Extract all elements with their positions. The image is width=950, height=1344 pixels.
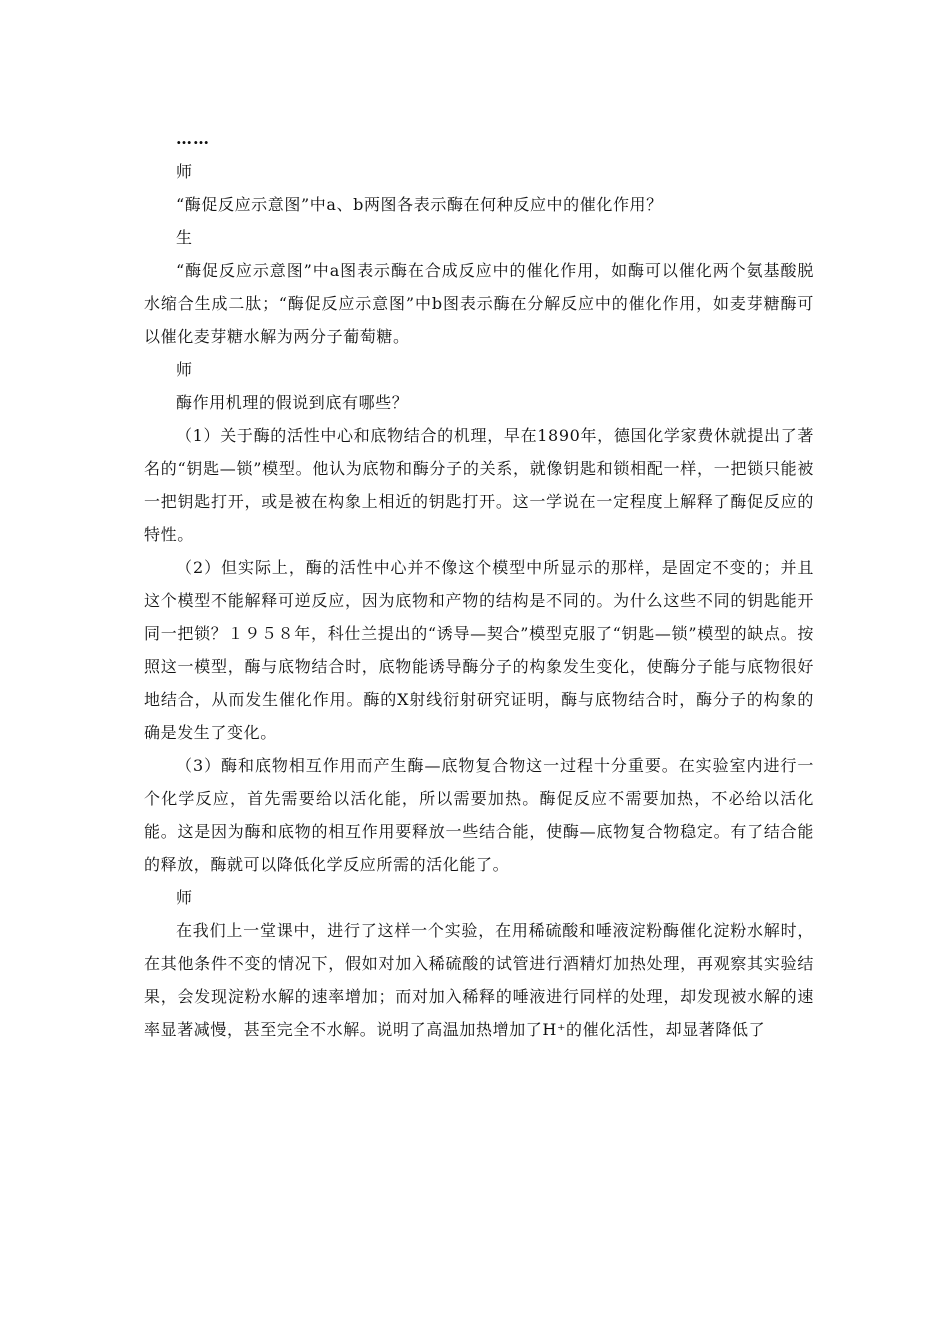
ellipsis-line: …… xyxy=(176,129,210,148)
speaker-teacher: 师 xyxy=(176,360,193,379)
answer-paragraph: “酶促反应示意图”中a图表示酶在合成反应中的催化作用，如酶可以催化两个氨基酸脱水缩合生成二肽；“酶促反应示意图”中b图表示酶在分解反应中的催化作用，如麦芽糖酶可以催化麦芽糖水解为两分子葡萄糖。 xyxy=(144,261,814,346)
speaker-teacher: 师 xyxy=(176,888,193,907)
hypothesis-paragraph-2: （2）但实际上，酶的活性中心并不像这个模型中所显示的那样，是固定不变的；并且这个模型不能解释可逆反应，因为底物和产物的结构是不同的。为什么这些不同的钥匙能开同一把锁？１９５８年，科仕兰提出的“诱导—契合”模型克服了“钥匙—锁”模型的缺点。按照这一模型，酶与底物结合时，底物能诱导酶分子的构象发生变化，使酶分子能与底物很好地结合，从而发生催化作用。酶的X射线衍射研究证明，酶与底物结合时，酶分子的构象的确是发生了变化。 xyxy=(144,558,814,742)
hypothesis-paragraph-3: （3）酶和底物相互作用而产生酶—底物复合物这一过程十分重要。在实验室内进行一个化学反应，首先需要给以活化能，所以需要加热。酶促反应不需要加热，不必给以活化能。这是因为酶和底物的相互作用要释放一些结合能，使酶—底物复合物稳定。有了结合能的释放，酶就可以降低化学反应所需的活化能了。 xyxy=(144,756,814,874)
document-body xyxy=(144,122,814,1046)
question-paragraph: 酶作用机理的假说到底有哪些？ xyxy=(176,393,409,412)
speaker-teacher: 师 xyxy=(176,162,193,181)
speaker-student: 生 xyxy=(176,228,193,247)
experiment-paragraph: 在我们上一堂课中，进行了这样一个实验，在用稀硫酸和唾液淀粉酶催化淀粉水解时，在其他条件不变的情况下，假如对加入稀硫酸的试管进行酒精灯加热处理，再观察其实验结果，会发现淀粉水解的速率增加；而对加入稀释的唾液进行同样的处理，却发现被水解的速率显著减慢，甚至完全不水解。说明了高温加热增加了H⁺的催化活性，却显著降低了 xyxy=(144,921,814,1039)
question-paragraph: “酶促反应示意图”中a、b两图各表示酶在何种反应中的催化作用？ xyxy=(176,195,663,214)
hypothesis-paragraph-1: （1）关于酶的活性中心和底物结合的机理，早在1890年，德国化学家费休就提出了著名的“钥匙—锁”模型。他认为底物和酶分子的关系，就像钥匙和锁相配一样，一把锁只能被一把钥匙打开，或是被在构象上相近的钥匙打开。这一学说在一定程度上解释了酶促反应的特性。 xyxy=(144,426,814,544)
